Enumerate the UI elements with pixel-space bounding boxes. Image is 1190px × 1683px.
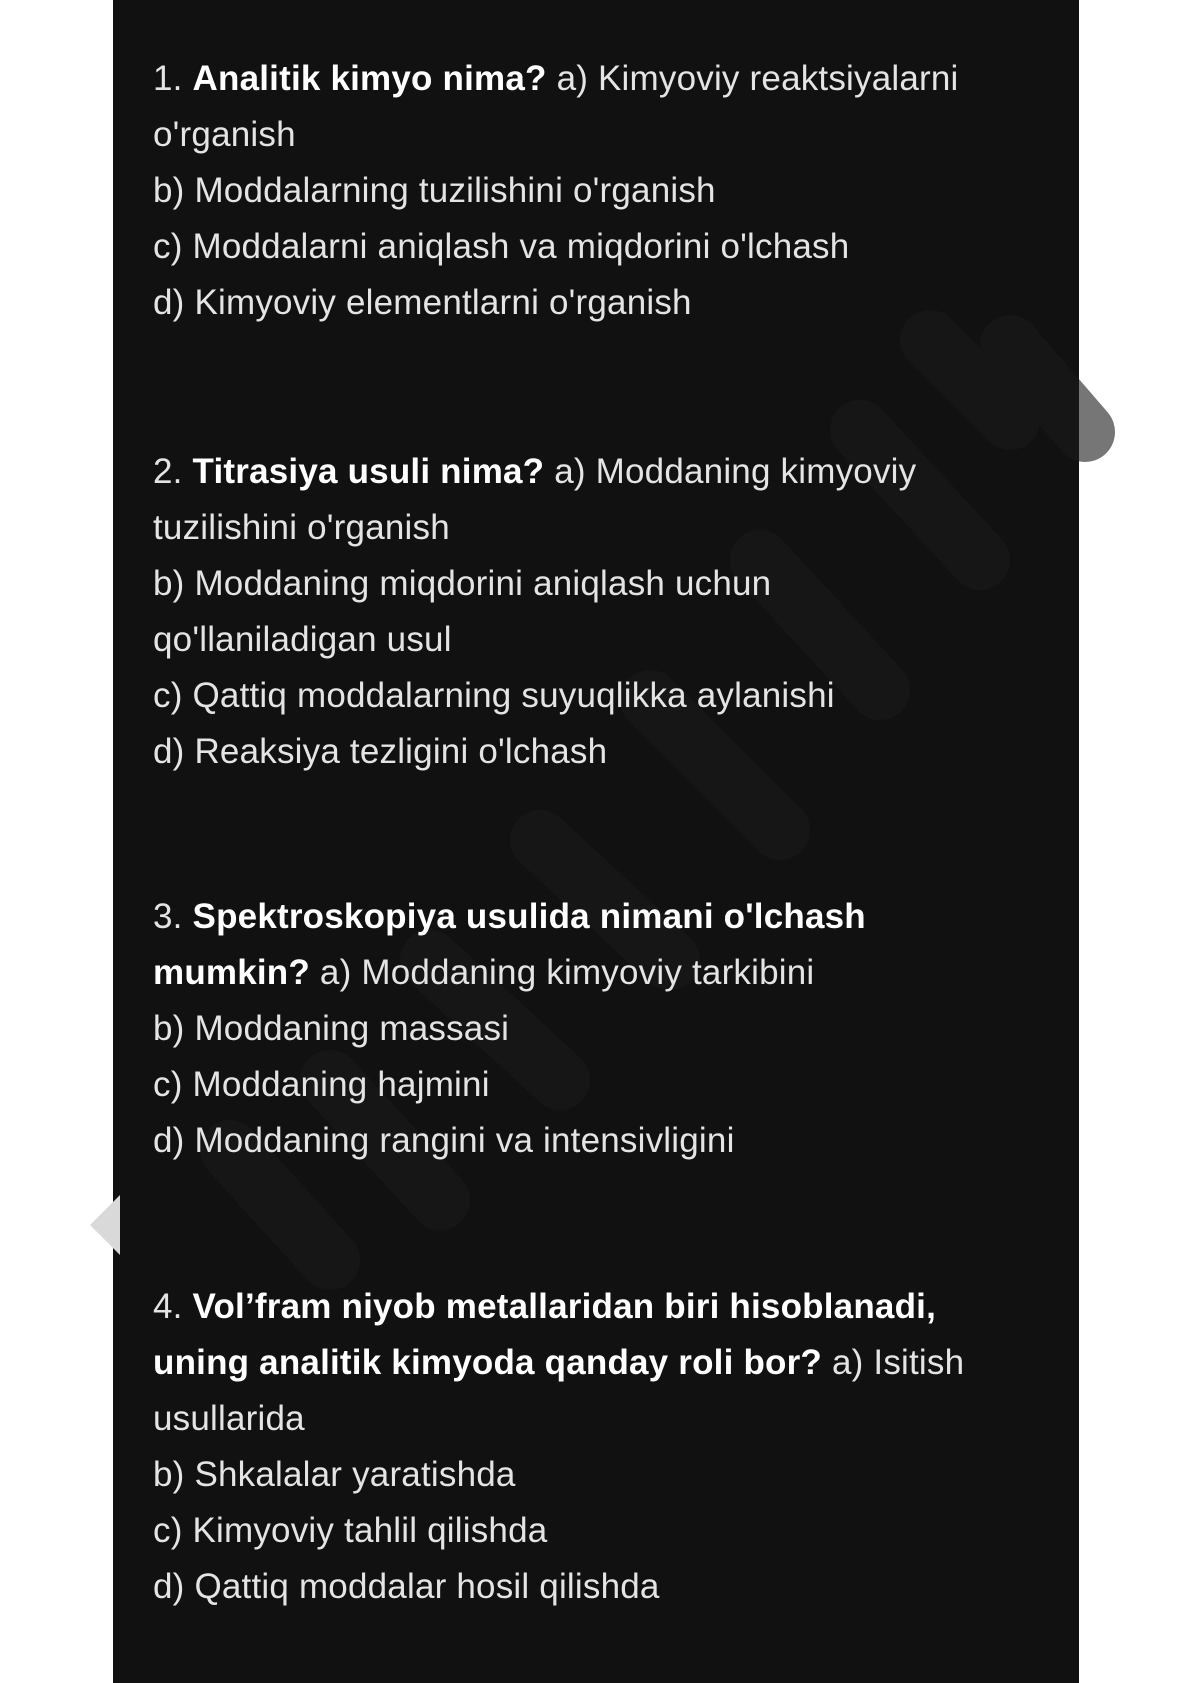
question-text-continuation: mumkin?	[153, 953, 310, 992]
option-a: a) Moddaning kimyoviy	[554, 452, 917, 491]
option-a: a) Isitish	[831, 1343, 965, 1382]
option-c: c) Moddalarni aniqlash va miqdorini o'lchash	[153, 227, 850, 266]
option-b: b) Shkalalar yaratishda	[153, 1455, 516, 1494]
question-2-heading	[153, 444, 1053, 500]
question-text: Vol’fram niyob metallaridan biri hisoblanadi,	[192, 1287, 937, 1326]
question-text: Analitik kimyo nima?	[192, 59, 547, 98]
question-1-heading	[153, 51, 1053, 107]
question-3	[153, 889, 1053, 1169]
question-3-heading-continuation	[153, 945, 1053, 1001]
option-a-continuation: o'rganish	[153, 115, 296, 154]
option-d: d) Reaksiya tezligini o'lchash	[153, 732, 608, 771]
option-a: a) Moddaning kimyoviy tarkibini	[319, 953, 815, 992]
question-2	[153, 444, 1053, 780]
option-c: c) Moddaning hajmini	[153, 1065, 490, 1104]
option-a-continuation: usullarida	[153, 1399, 305, 1438]
option-d: d) Qattiq moddalar hosil qilishda	[153, 1567, 660, 1606]
question-4-heading	[153, 1279, 1053, 1335]
option-a: a) Kimyoviy reaktsiyalarni	[556, 59, 959, 98]
question-number: 4.	[153, 1287, 183, 1326]
question-4	[153, 1279, 1053, 1615]
question-number: 1.	[153, 59, 183, 98]
option-b: b) Moddalarning tuzilishini o'rganish	[153, 171, 716, 210]
option-b-continuation: qo'llaniladigan usul	[153, 620, 452, 659]
option-c: c) Qattiq moddalarning suyuqlikka aylanishi	[153, 676, 835, 715]
question-number: 2.	[153, 452, 183, 491]
option-d: d) Moddaning rangini va intensivligini	[153, 1121, 735, 1160]
question-4-heading-continuation	[153, 1335, 1053, 1391]
option-b: b) Moddaning massasi	[153, 1009, 510, 1048]
question-text: Titrasiya usuli nima?	[192, 452, 545, 491]
question-number: 3.	[153, 897, 183, 936]
question-text: Spektroskopiya usulida nimani o'lchash	[192, 897, 866, 936]
option-a-continuation: tuzilishini o'rganish	[153, 508, 450, 547]
option-b: b) Moddaning miqdorini aniqlash uchun	[153, 564, 772, 603]
question-1	[153, 51, 1053, 331]
question-3-heading	[153, 889, 1053, 945]
option-d: d) Kimyoviy elementlarni o'rganish	[153, 283, 692, 322]
question-text-continuation: uning analitik kimyoda qanday roli bor?	[153, 1343, 823, 1382]
option-c: c) Kimyoviy tahlil qilishda	[153, 1511, 548, 1550]
